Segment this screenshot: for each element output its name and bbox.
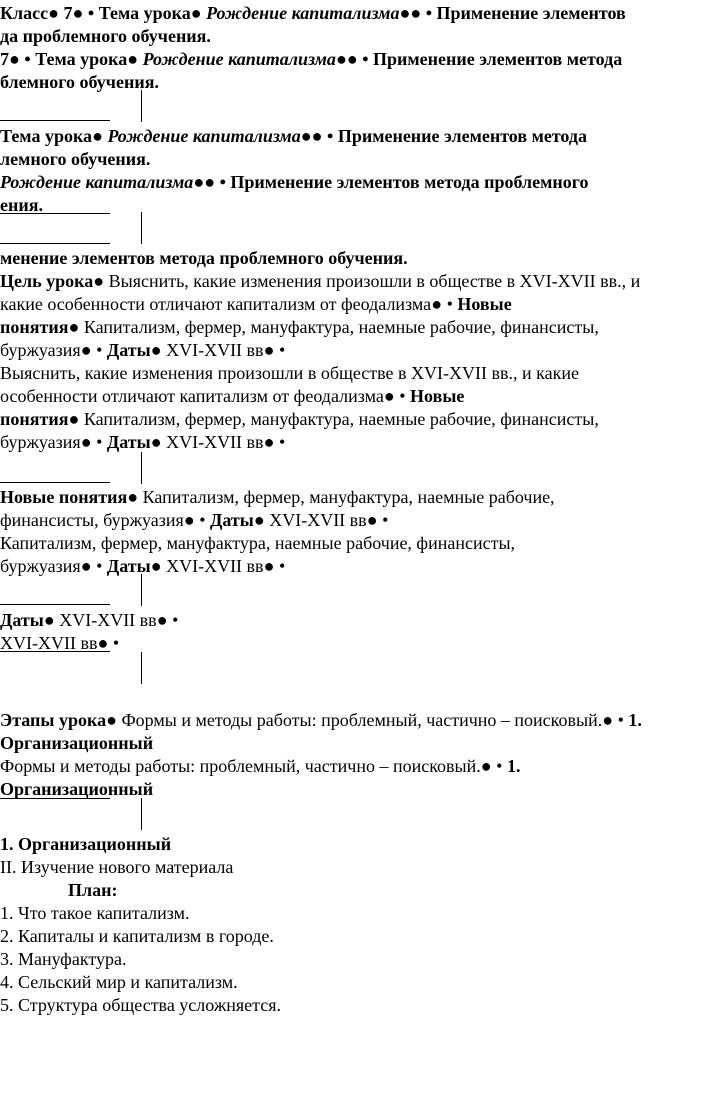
text-line: Рождение капитализма●● • Применение элементов метода проблемного (0, 172, 589, 192)
text-line: Этапы урока● Формы и методы работы: проблемный, частично – поисковый.● • 1. (0, 710, 642, 730)
text-line: Даты● XVI-XVII вв● • (0, 610, 179, 630)
list-item: 1. Что такое капитализм. (0, 903, 190, 923)
text-line: Тема урока● Рождение капитализма●● • Применение элементов метода (0, 126, 588, 146)
text-line: Цель урока● Выяснить, какие изменения произошли в обществе в XVI-XVII вв., и (0, 271, 641, 291)
text-line: Новые понятия● Капитализм, фермер, мануфактура, наемные рабочие, (0, 487, 555, 507)
list-item: 2. Капиталы и капитализм в городе. (0, 926, 274, 946)
text-line: Выяснить, какие изменения произошли в обществе в XVI-XVII вв., и какие (0, 363, 579, 383)
text-line: лемного обучения. (0, 149, 151, 169)
list-item: 5. Структура общества усложняется. (0, 995, 282, 1015)
text-line: Организационный (0, 733, 154, 753)
divider (141, 574, 142, 606)
list-item: 3. Мануфактура. (0, 949, 127, 969)
text-line: Капитализм, фермер, мануфактура, наемные рабочие, финансисты, (0, 533, 516, 553)
text-line: блемного обучения. (0, 72, 159, 92)
text-line: какие особенности отличают капитализм от феодализма● • Новые (0, 294, 512, 314)
text-line: Формы и методы работы: проблемный, частично – поисковый.● • 1. (0, 756, 521, 776)
divider (0, 243, 110, 244)
section-heading: 1. Организационный (0, 834, 172, 854)
divider (141, 452, 142, 484)
text-line: XVI-XVII вв● • (0, 633, 120, 653)
plan-title: План: (68, 880, 118, 900)
text-line: да проблемного обучения. (0, 26, 211, 46)
text-line: Класс● 7● • Тема урока● Рождение капитализма●● • Применение элементов (0, 3, 626, 23)
divider (141, 652, 142, 684)
divider (141, 798, 142, 830)
divider (0, 651, 110, 652)
section-heading: II. Изучение нового материала (0, 857, 234, 877)
text-line: 7● • Тема урока● Рождение капитализма●● • Применение элементов метода (0, 49, 623, 69)
divider (0, 798, 110, 799)
text-line: понятия● Капитализм, фермер, мануфактура, наемные рабочие, финансисты, (0, 409, 599, 429)
text-line: буржуазия● • Даты● XVI-XVII вв● • (0, 556, 286, 576)
text-line: особенности отличают капитализм от феодализма● • Новые (0, 386, 465, 406)
text-line: понятия● Капитализм, фермер, мануфактура, наемные рабочие, финансисты, (0, 317, 599, 337)
text-line: финансисты, буржуазия● • Даты● XVI-XVII вв● • (0, 510, 389, 530)
text-line: буржуазия● • Даты● XVI-XVII вв● • (0, 340, 286, 360)
divider (0, 482, 110, 483)
text-line: Организационный (0, 779, 154, 799)
list-item: 4. Сельский мир и капитализм. (0, 972, 238, 992)
divider (141, 90, 142, 122)
divider (0, 213, 110, 214)
divider (141, 212, 142, 244)
divider (0, 604, 110, 605)
text-line: ения. (0, 195, 43, 215)
text-line: буржуазия● • Даты● XVI-XVII вв● • (0, 432, 286, 452)
text-line: менение элементов метода проблемного обучения. (0, 248, 408, 268)
divider (0, 120, 110, 121)
